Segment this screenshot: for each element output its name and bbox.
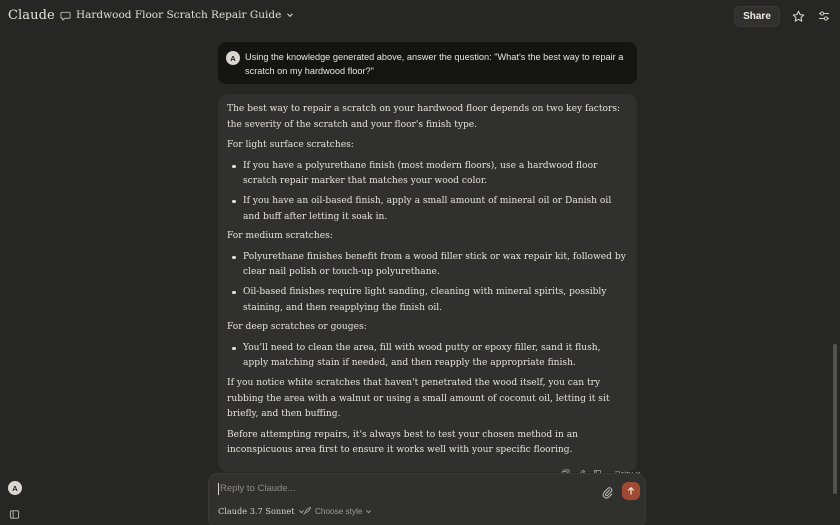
conversation-title-button[interactable] — [60, 9, 294, 21]
user-message — [218, 42, 637, 84]
white-scratch-tip: If you notice white scratches that haven't penetrated the wood itself, you can try rubbing the area with a walnut or using a small amount of coconut oil, letting it sit briefly, and then buffing. — [227, 377, 610, 420]
model-selector[interactable] — [218, 506, 305, 516]
sidebar-toggle-icon[interactable] — [9, 505, 21, 517]
list-item: If you have a polyurethane finish (most modern floors), use a hardwood floor scratch repair marker that matches your wood color. — [227, 159, 627, 190]
list-item: You'll need to clean the area, fill with wood putty or epoxy filler, sand it flush, apply matching stain if needed, and then reapply the appropriate finish. — [227, 341, 627, 372]
conversation-title: Hardwood Floor Scratch Repair Guide — [76, 9, 282, 21]
top-bar — [0, 0, 840, 34]
assistant-message-body — [227, 102, 627, 464]
list-item: Polyurethane finishes benefit from a wood filler stick or wax repair kit, followed by clear nail polish or touch-up polyurethane. — [227, 250, 627, 281]
reply-input[interactable]: Reply to Claude... — [218, 483, 578, 495]
tune-icon[interactable] — [816, 8, 832, 24]
chevron-down-icon — [286, 11, 294, 19]
list-item: If you have an oil-based finish, apply a small amount of mineral oil or Danish oil and buff after letting it soak in. — [227, 194, 627, 225]
arrow-up-icon — [626, 486, 636, 496]
user-avatar: A — [226, 51, 240, 65]
style-label: Choose style — [315, 506, 363, 516]
chat-bubble-icon — [60, 10, 71, 21]
style-selector[interactable] — [302, 506, 372, 516]
chevron-down-icon — [365, 508, 372, 515]
star-icon[interactable] — [790, 8, 806, 24]
section-heading-light: For light surface scratches: — [227, 140, 354, 151]
list-item: Oil-based finishes require light sanding, cleaning with mineral spirits, possibly staining, and then reapplying the finish oil. — [227, 285, 627, 316]
style-icon — [302, 506, 312, 516]
share-button[interactable]: Share — [734, 6, 780, 27]
model-label: Claude 3.7 Sonnet — [218, 506, 295, 516]
medium-scratch-list — [227, 250, 627, 316]
closing-paragraph: Before attempting repairs, it's always best to test your chosen method in an inconspicuous area first to ensure it works well with your specific flooring. — [227, 429, 578, 456]
app-logo[interactable]: Claude — [8, 8, 55, 23]
deep-scratch-list — [227, 341, 627, 372]
send-button[interactable] — [622, 482, 640, 500]
section-heading-deep: For deep scratches or gouges: — [227, 322, 367, 333]
scrollbar-thumb[interactable] — [833, 344, 837, 494]
section-heading-medium: For medium scratches: — [227, 231, 333, 242]
account-avatar[interactable]: A — [8, 481, 22, 495]
assistant-intro: The best way to repair a scratch on your hardwood floor depends on two key factors: the severity of the scratch and your floor's finish type. — [227, 104, 621, 130]
composer — [208, 473, 646, 525]
paperclip-icon[interactable] — [601, 484, 615, 498]
user-message-text: Using the knowledge generated above, answer the question: "What's the best way to repair a scratch on my hardwood floor?" — [245, 52, 624, 76]
assistant-message — [218, 94, 637, 472]
light-scratch-list — [227, 159, 627, 225]
